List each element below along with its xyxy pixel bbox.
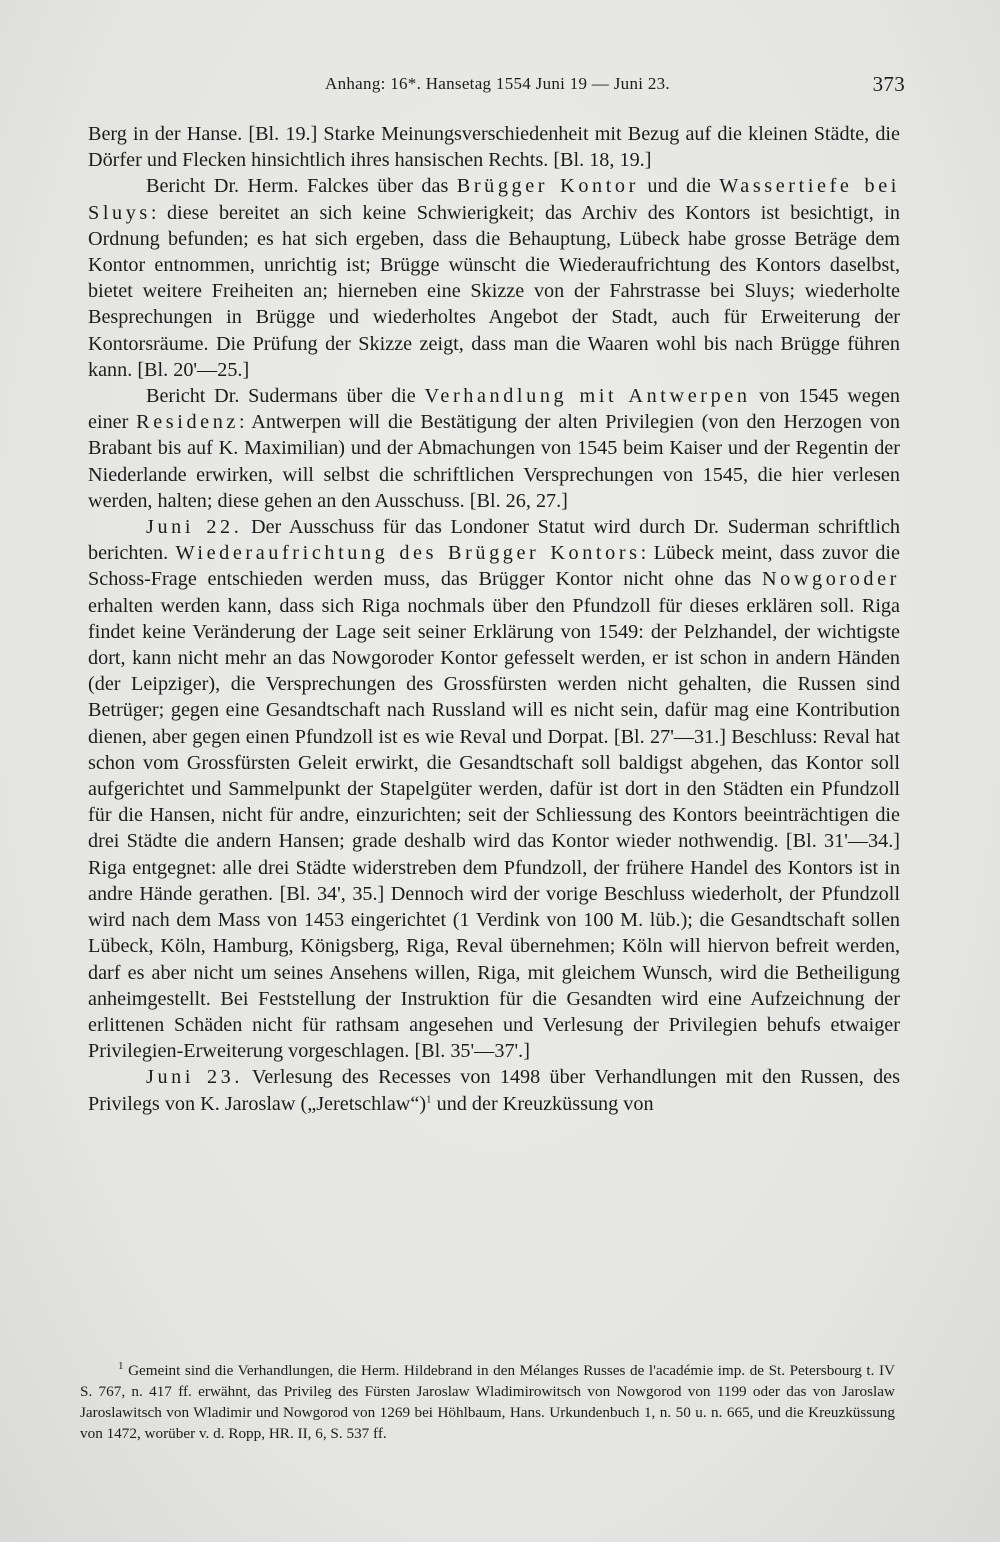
spaced-emphasis: Wiederaufrichtung des Brügger Kontors — [175, 542, 641, 565]
footnote-marker: 1 — [118, 1359, 124, 1372]
spaced-emphasis: Nowgoroder — [761, 568, 900, 591]
paragraph — [88, 514, 900, 1064]
spaced-emphasis: Juni 22. — [146, 516, 243, 539]
paragraph — [88, 121, 900, 173]
spaced-emphasis: Brügger Kontor — [456, 175, 639, 198]
footnote-reference: 1 — [426, 1092, 432, 1105]
spaced-emphasis: Residenz — [136, 411, 239, 434]
text-run: : Antwerpen will die Bestätigung der alten Privilegien (von den Herzogen von Brabant bis auf K. Maximilian) und der Abmachungen von 1545 beim Kaiser und der Regentin der Niederlande erwirken, will selbst die schriftlichen Versprechungen von 1545, die hier verlesen werden, halten; diese gehen an den Ausschuss. [Bl. 26, 27.] — [88, 411, 900, 512]
text-run: Bericht Dr. Sudermans über die — [146, 385, 425, 408]
text-run: Bericht Dr. Herm. Falckes über das — [146, 175, 457, 198]
page-number: 373 — [872, 72, 905, 96]
running-head: Anhang: 16*. Hansetag 1554 Juni 19 — Juni 23. — [325, 74, 670, 93]
text-run: und die — [638, 175, 720, 198]
footnote-text: Gemeint sind die Verhandlungen, die Herm. Hildebrand in den Mélanges Russes de l'académie imp. de St. Petersbourg t. IV S. 767, n. 417 ff. erwähnt, das Privileg des Fürsten Jaroslaw Wladimirowitsch von Nowgorod von 1199 oder das von Jaroslaw Jaroslawitsch von Wladimir und Nowgorod von 1269 bei Höhlbaum, Hans. Urkundenbuch 1, n. 50 u. n. 665, und die Kreuzküssung von 1472, worüber v. d. Ropp, HR. II, 6, S. 537 ff. — [80, 1362, 896, 1442]
text-run: : diese bereitet an sich keine Schwierigkeit; das Archiv des Kontors ist besichtigt, in Ordnung befunden; es hat sich ergeben, dass die Behauptung, Lübeck habe grosse Beträge dem Kontor entnommen, unrichtig ist; Brügge wünscht die Wiederaufrichtung des Kontors daselbst, bietet weitere Freiheiten an; hierneben eine Skizze von der Fahrstrasse bei Sluys; wiederholte Besprechungen in Brügge und wiederholtes Angebot der Stadt, auch für Erweiterung der Kontorsräume. Die Prüfung der Skizze zeigt, dass man die Waaren wohl bis nach Brügge führen kann. [Bl. 20'—25.] — [88, 201, 900, 381]
spaced-emphasis: Verhandlung mit Antwerpen — [424, 385, 751, 408]
paragraph — [88, 1064, 900, 1116]
text-run: Berg in der Hanse. [Bl. 19.] Starke Meinungsverschiedenheit mit Bezug auf die kleinen Städte, die Dörfer und Flecken hinsichtlich ihres hansischen Rechts. [Bl. 18, 19.] — [88, 123, 900, 172]
spaced-emphasis: Wassertiefe bei Sluys — [88, 175, 900, 224]
text-run: : Lübeck meint, dass zuvor die Schoss-Frage entschieden werden muss, das Brügger Kontor nicht ohne das — [88, 542, 900, 591]
spaced-emphasis: Juni 23. — [146, 1066, 243, 1089]
text-run: erhalten werden kann, dass sich Riga nochmals über den Pfundzoll für dieses erklären soll. Riga findet keine Veränderung der Lage seit seiner Erklärung von 1549: der Pelzhandel, der wichtigste dort, kann nicht mehr an das Nowgoroder Kontor gefesselt werden, er ist schon in andern Händen (der Leipziger), die Versprechungen des Grossfürsten werden nicht gehalten, die Russen sind Betrüger; gegen eine Gesandtschaft nach Russland will es nicht sein, dafür mag eine Kontribution dienen, aber gegen einen Pfundzoll ist es wie Reval und Dorpat. [Bl. 27'—31.] Beschluss: Reval hat schon vom Grossfürsten Geleit erwirkt, die Gesandtschaft soll baldigst abgehen, das Kontor soll aufgerichtet und Sammelpunkt der Stapelgüter werden, dafür ist dort in den Städten ein Pfundzoll für die Hansen, nicht für andre, einzurichten; seit der Schliessung des Kontors beeinträchtigen die drei Städte die andern Hansen; grade deshalb wird das Kontor wieder nothwendig. [Bl. 31'—34.] Riga entgegnet: alle drei Städte widerstreben dem Pfundzoll, der frühere Handel des Kontors ist in andre Hände gerathen. [Bl. 34', 35.] Dennoch wird der vorige Beschluss wiederholt, der Pfundzoll wird nach dem Mass von 1453 eingerichtet (1 Verdink von 100 M. lüb.); die Gesandtschaft sollen Lübeck, Köln, Hamburg, Königsberg, Riga, Reval übernehmen; Köln will hiervon befreit werden, darf es aber nicht um seines Ansehens willen, Riga, mit gleichem Wunsch, wird die Betheiligung anheimgestellt. Bei Feststellung der Instruktion für die Gesandten wird eine Aufzeichnung der erlittenen Schäden nicht für rathsam angesehen und Verlesung der Privilegien behufs etwaiger Privilegien-Erweiterung vorgeschlagen. [Bl. 35'—37'.] — [88, 594, 900, 1063]
paragraph — [88, 383, 900, 514]
text-run: von 1545 wegen einer — [88, 385, 901, 434]
text-run: Der Ausschuss für das Londoner Statut wird durch Dr. Suderman schriftlich berichten. — [88, 516, 900, 565]
body-text — [88, 121, 900, 1117]
text-run: und der Kreuzküssung von — [431, 1092, 654, 1115]
page-header — [90, 74, 905, 102]
footnote — [80, 1360, 895, 1444]
paragraph — [88, 173, 900, 383]
text-run: Verlesung des Recesses von 1498 über Verhandlungen mit den Russen, des Privilegs von K. Jaroslaw („Jeretschlaw“) — [88, 1066, 901, 1115]
